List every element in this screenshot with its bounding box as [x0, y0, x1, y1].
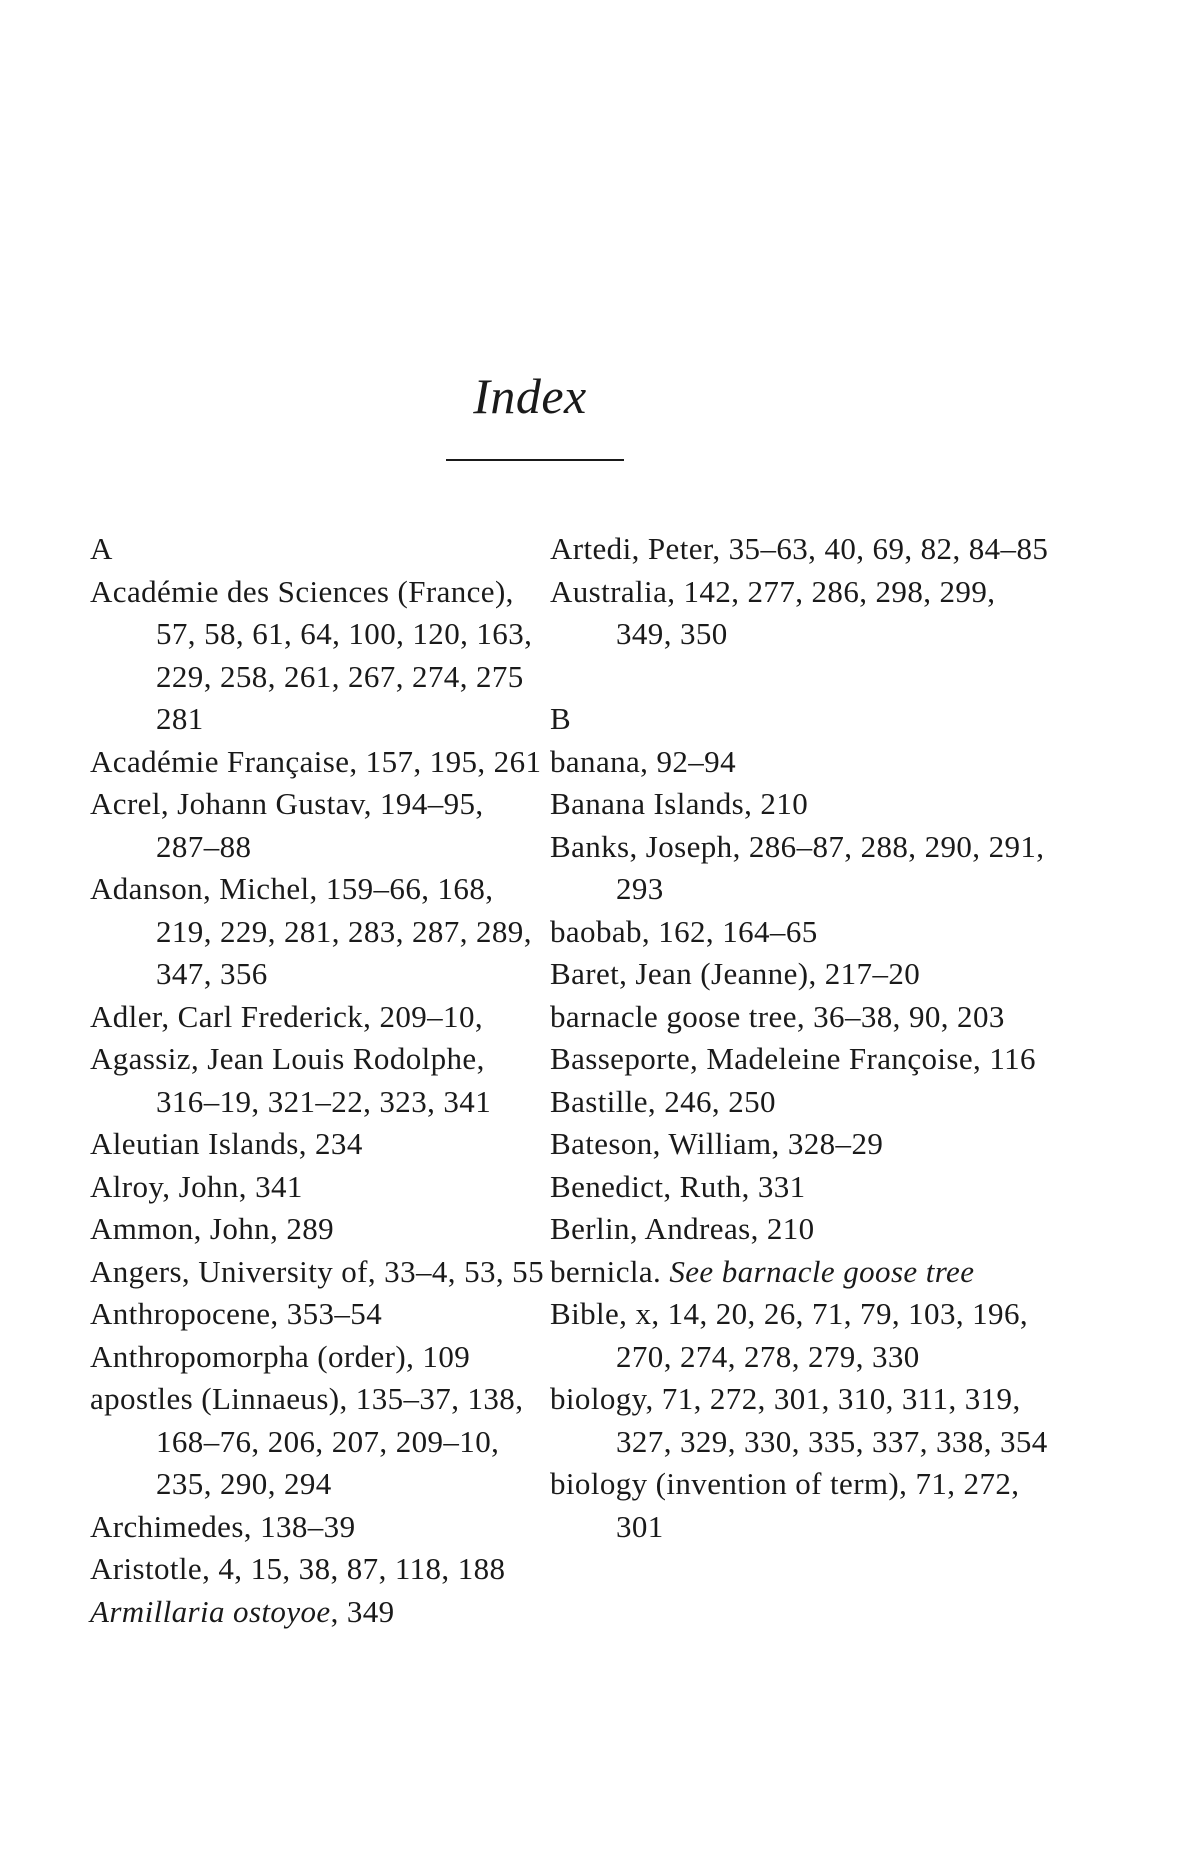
index-entry: Bateson, William, 328–29: [550, 1126, 884, 1161]
index-entry: Agassiz, Jean Louis Rodolphe, 316–19, 321–22, 323, 341: [90, 1041, 492, 1119]
index-entry: Baret, Jean (Jeanne), 217–20: [550, 956, 921, 991]
index-entry: Benedict, Ruth, 331: [550, 1168, 806, 1204]
entry-list-right-b: [550, 741, 1050, 1549]
index-entry-bernicla: [550, 1251, 1050, 1294]
section-gap: [550, 656, 1050, 699]
index-entry: banana, 92–94: [550, 743, 736, 779]
index-entry: Angers, University of, 33–4, 53, 55: [90, 1253, 544, 1289]
index-entry: Basseporte, Madeleine Françoise, 116: [550, 1041, 1036, 1076]
index-entry: baobab, 162, 164–65: [550, 913, 818, 949]
index-entry: Adler, Carl Frederick, 209–10,: [90, 998, 483, 1034]
entry-list-left: [90, 571, 555, 1634]
section-letter-b: B: [550, 701, 572, 736]
index-entry: Anthropomorpha (order), 109: [90, 1338, 471, 1374]
index-entry: Aleutian Islands, 234: [90, 1126, 363, 1161]
index-entry: Ammon, John, 289: [90, 1211, 335, 1246]
index-entry: Archimedes, 138–39: [90, 1508, 356, 1544]
index-entry: apostles (Linnaeus), 135–37, 138, 168–76, 206, 207, 209–10, 235, 290, 294: [90, 1381, 524, 1501]
index-entry: Alroy, John, 341: [90, 1168, 303, 1204]
index-entry: Artedi, Peter, 35–63, 40, 69, 82, 84–85: [550, 531, 1049, 566]
entry-italic-term: Armillaria ostoyoe: [90, 1593, 331, 1629]
page-title: Index: [473, 368, 587, 424]
index-entry: Acrel, Johann Gustav, 194–95, 287–88: [90, 786, 484, 864]
index-entry: Banana Islands, 210: [550, 786, 809, 821]
index-entry: Bible, x, 14, 20, 26, 71, 79, 103, 196, 270, 274, 278, 279, 330: [550, 1296, 1029, 1374]
index-entry: Adanson, Michel, 159–66, 168, 219, 229, 281, 283, 287, 289, 347, 356: [90, 871, 532, 991]
see-reference: See barnacle goose tree: [669, 1253, 975, 1289]
index-entry: Anthropocene, 353–54: [90, 1296, 383, 1331]
index-entry: barnacle goose tree, 36–38, 90, 203: [550, 998, 1005, 1034]
entry-term: bernicla.: [550, 1253, 670, 1289]
index-entry: Académie Française, 157, 195, 261: [90, 743, 542, 779]
entry-list-right-a: [550, 528, 1050, 656]
index-entry: Banks, Joseph, 286–87, 288, 290, 291, 293: [550, 828, 1045, 906]
section-letter-a: A: [90, 531, 113, 566]
index-entry: Berlin, Andreas, 210: [550, 1211, 815, 1246]
index-entry-armillaria: [90, 1591, 555, 1634]
index-entry: Australia, 142, 277, 286, 298, 299, 349, 350: [550, 573, 996, 651]
index-column-right: [550, 528, 1050, 1548]
index-column-left: [90, 528, 555, 1633]
index-entry: biology (invention of term), 71, 272, 301: [550, 1466, 1020, 1544]
index-entry: biology, 71, 272, 301, 310, 311, 319, 327, 329, 330, 335, 337, 338, 354: [550, 1381, 1048, 1459]
index-entry: Aristotle, 4, 15, 38, 87, 118, 188: [90, 1551, 506, 1586]
entry-pages: , 349: [330, 1593, 395, 1629]
title-rule: [446, 459, 624, 461]
index-entry: Bastille, 246, 250: [550, 1083, 776, 1119]
index-entry: Académie des Sciences (France), 57, 58, 61, 64, 100, 120, 163, 229, 258, 261, 267, 274, 275 281: [90, 573, 533, 736]
